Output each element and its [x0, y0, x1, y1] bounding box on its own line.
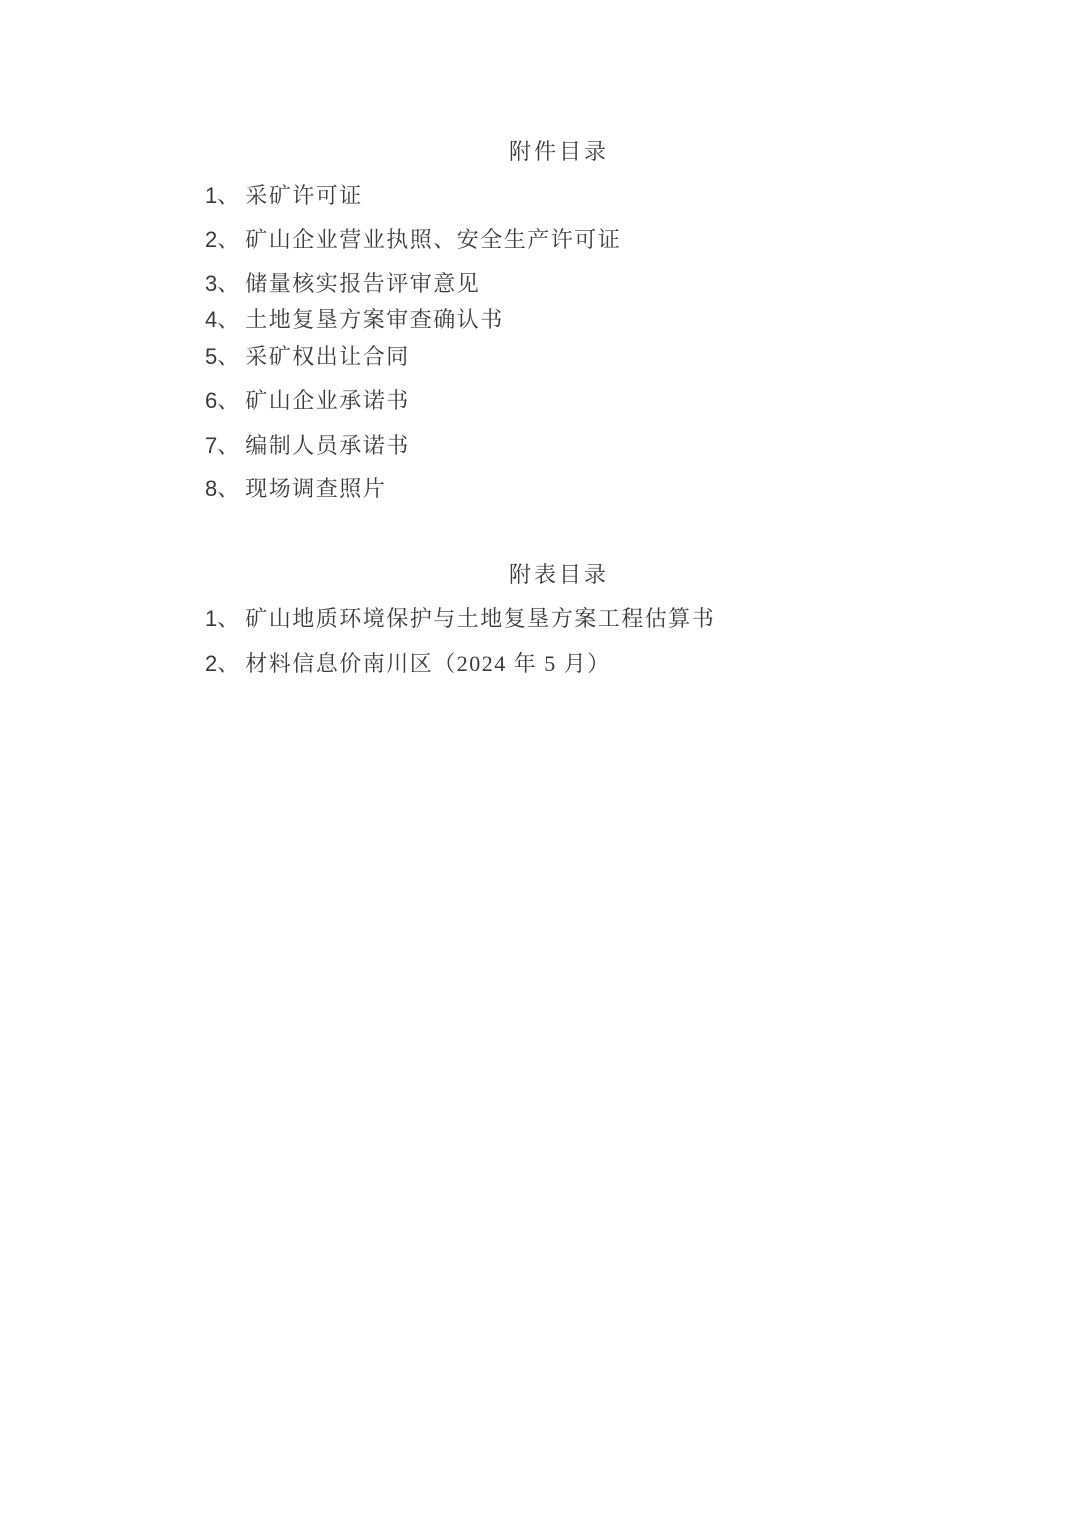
- item-text: 矿山企业承诺书: [245, 388, 410, 413]
- list-item: [205, 649, 611, 679]
- attachments-directory-title: 附件目录: [508, 139, 609, 164]
- item-text: 土地复垦方案审查确认书: [245, 307, 504, 332]
- item-number: 6、: [205, 388, 240, 413]
- list-item: [205, 386, 410, 416]
- list-item: [205, 225, 621, 255]
- item-text: 现场调查照片: [245, 476, 387, 501]
- item-number: 2、: [205, 227, 240, 252]
- item-number: 4、: [205, 307, 240, 332]
- item-text: 采矿许可证: [245, 183, 363, 208]
- item-number: 8、: [205, 476, 240, 501]
- list-item: [205, 305, 504, 335]
- list-item: [205, 604, 715, 634]
- item-text: 矿山企业营业执照、安全生产许可证: [245, 227, 622, 252]
- item-number: 2、: [205, 651, 240, 676]
- list-item: [205, 474, 386, 504]
- list-item: [205, 342, 410, 372]
- list-item: [205, 431, 410, 461]
- item-text: 矿山地质环境保护与土地复垦方案工程估算书: [245, 606, 716, 631]
- item-number: 5、: [205, 344, 240, 369]
- item-number: 1、: [205, 606, 240, 631]
- list-item: [205, 181, 363, 211]
- item-number: 7、: [205, 433, 240, 458]
- item-number: 3、: [205, 271, 240, 296]
- item-text: 材料信息价南川区（2024 年 5 月）: [245, 651, 611, 676]
- tables-directory-title: 附表目录: [508, 562, 609, 587]
- item-number: 1、: [205, 183, 240, 208]
- item-text: 编制人员承诺书: [245, 433, 410, 458]
- list-item: [205, 269, 480, 299]
- item-text: 储量核实报告评审意见: [245, 271, 481, 296]
- item-text: 采矿权出让合同: [245, 344, 410, 369]
